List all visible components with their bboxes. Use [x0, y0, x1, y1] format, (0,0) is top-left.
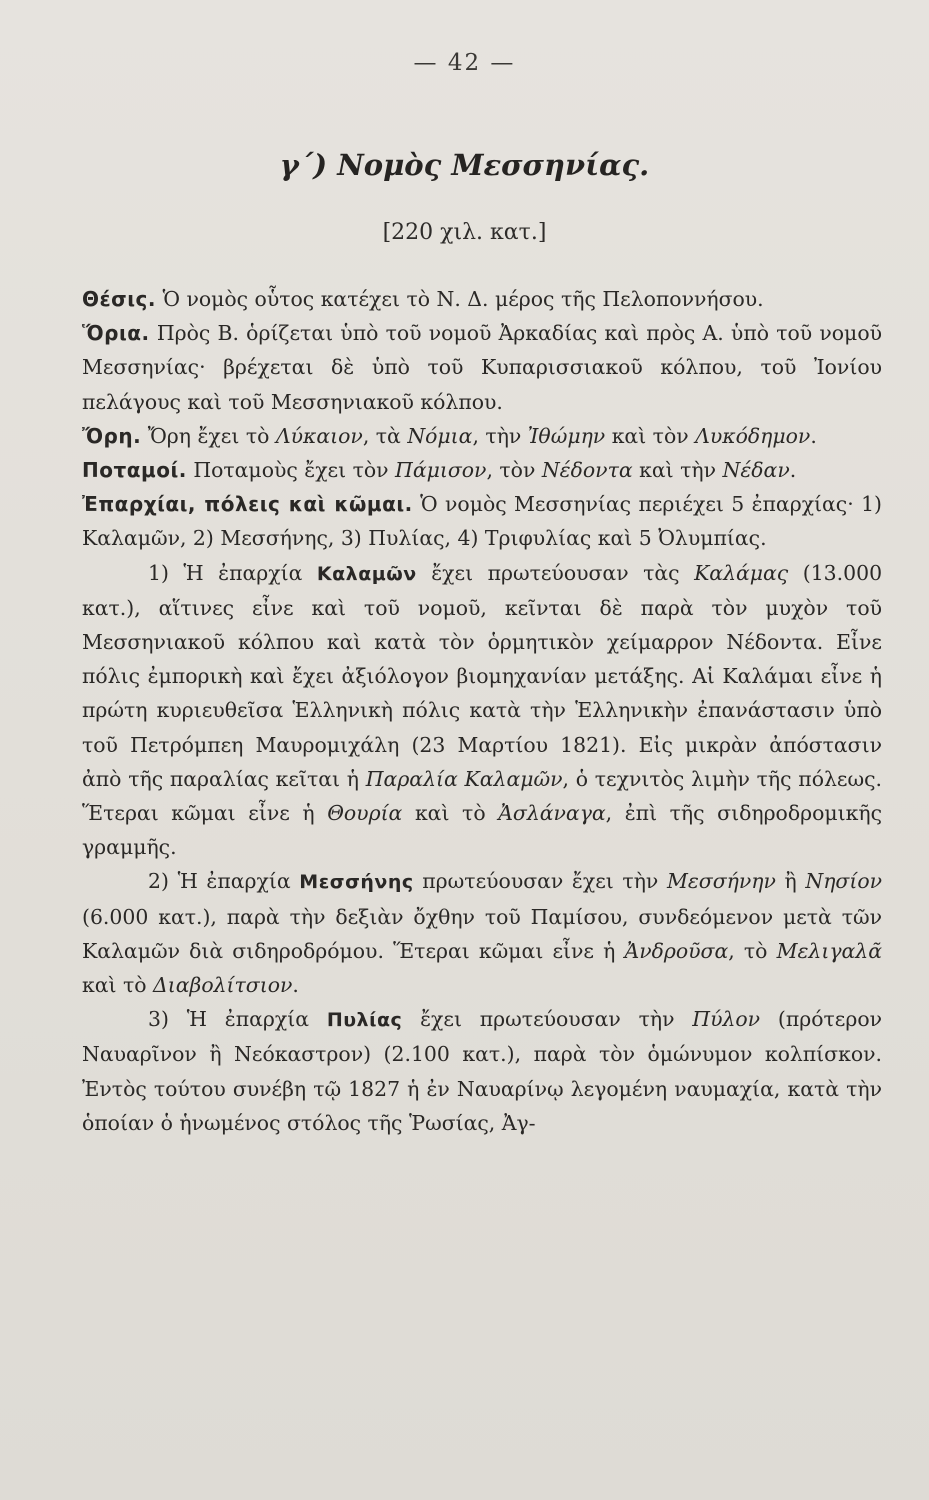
term-potamoi: Ποταμοί. [82, 458, 187, 483]
text-eparchiai: Ὁ νομὸς Μεσσηνίας περιέχει 5 ἐπαρχίας· 1) Καλαμῶν, 2) Μεσσήνης, 3) Πυλίας, 4) Τριφυλίας καὶ 5 Ὀλυμπίας. [82, 492, 883, 551]
text-p1-1: 1) Ἡ ἐπαρχία [148, 560, 303, 585]
text-p2-3: ἢ [784, 869, 797, 894]
text-p2-2: πρωτεύουσαν ἔχει τὴν [422, 869, 659, 894]
village-thouria: Θουρία [327, 801, 403, 826]
page-number: — 42 — [413, 50, 516, 76]
page-body [82, 282, 882, 1140]
text-p2-7: . [292, 973, 299, 998]
text-p3-2: ἔχει πρωτεύουσαν τὴν [420, 1007, 675, 1032]
village-aslanaga: Ἀσλάναγα [498, 801, 606, 826]
town-messini: Μεσσήνην [666, 869, 776, 894]
text-potamoi-3: καὶ τὴν [639, 458, 717, 483]
text-p3-3: (πρότερον Ναυαρῖνον ἢ Νεόκαστρον) (2.100 κατ.), παρὰ τὸν ὁμώνυμον κολπίσκον. Ἐντὸς τούτου συνέβη τῷ 1827 ἡ ἐν Ναυαρίνῳ λεγομένη ναυμαχία, κατὰ τὴν ὁποίαν ὁ ἡνωμένος στόλος τῆς Ῥωσίας, Ἀγ- [82, 1007, 883, 1135]
text-theseis: Ὁ νομὸς οὗτος κατέχει τὸ Ν. Δ. μέρος τῆς Πελοποννήσου. [162, 287, 764, 311]
text-oria: Πρὸς Β. ὁρίζεται ὑπὸ τοῦ νομοῦ Ἀρκαδίας καὶ πρὸς Α. ὑπὸ τοῦ νομοῦ Μεσσηνίας· βρέχεται δὲ ὑπὸ τοῦ Κυπαρισσιακοῦ κόλπου, τοῦ Ἰονίου πελάγους καὶ τοῦ Μεσσηνιακοῦ κόλπου. [82, 321, 882, 414]
term-oria: Ὅρια. [82, 321, 150, 346]
town-nision: Νησίον [805, 869, 883, 894]
text-p1-5: καὶ τὸ [414, 801, 486, 826]
text-p2-5: , τὸ [728, 938, 768, 963]
paragraph-ori [82, 419, 882, 453]
town-kalamai: Καλάμας [694, 560, 789, 585]
paragraph-theseis [82, 282, 882, 316]
term-ori: Ὄρη. [82, 423, 142, 448]
text-p2-4: (6.000 κατ.), παρὰ τὴν δεξιὰν ὄχθην τοῦ Παμίσου, συνδεόμενον μετὰ τῶν Καλαμῶν διὰ σιδηροδρόμου. Ἕτεραι κῶμαι εἶνε ἡ [82, 904, 882, 963]
text-ori-1: Ὄρη ἔχει τὸ [147, 423, 270, 448]
paragraph-messinis [82, 864, 882, 1002]
village-diavolitsion: Διαβολίτσιον [153, 973, 293, 998]
village-meligala: Μελιγαλᾶ [776, 938, 882, 963]
province-pylias: Πυλίας [326, 1009, 403, 1032]
text-p1-4: , ὁ τεχνιτὸς λιμὴν τῆς πόλεως. Ἕτεραι κῶμαι εἶνε ἡ [82, 766, 882, 826]
town-paralia-kalamon: Παραλία Καλαμῶν [365, 766, 563, 791]
river-neda: Νέδαν [722, 458, 790, 483]
village-androusa: Ἀνδροῦσα [624, 938, 729, 963]
mountain-lykodimos: Λυκόδημον [695, 423, 811, 448]
province-kalamon: Καλαμῶν [316, 562, 417, 585]
text-p3-1: 3) Ἡ ἐπαρχία [148, 1007, 309, 1032]
province-messinis: Μεσσήνης [299, 871, 414, 894]
section-heading: γ΄) Νομὸς Μεσσηνίας. [279, 148, 650, 182]
town-pylos: Πύλον [692, 1007, 761, 1032]
text-ori-5: . [810, 423, 817, 448]
paragraph-pylias [82, 1002, 882, 1140]
river-nedon: Νέδοντα [541, 458, 633, 483]
paragraph-oria [82, 316, 882, 419]
text-ori-2: , τὰ [362, 423, 401, 448]
mountain-nomia: Νόμια [407, 423, 473, 448]
text-p2-6: καὶ τὸ [82, 973, 147, 998]
mountain-lykaion: Λύκαιον [275, 423, 363, 448]
term-eparchiai: Ἐπαρχίαι, πόλεις καὶ κῶμαι. [82, 492, 413, 517]
term-theseis: Θέσις. [82, 287, 156, 311]
paragraph-kalamon [82, 556, 882, 865]
text-potamoi-4: . [789, 458, 797, 483]
text-p1-2: ἔχει πρωτεύουσαν τὰς [431, 560, 680, 585]
paragraph-eparchiai [82, 487, 882, 555]
area-note: [220 χιλ. κατ.] [382, 220, 547, 245]
text-potamoi-1: Ποταμοὺς ἔχει τὸν [193, 458, 389, 483]
text-potamoi-2: , τὸν [486, 458, 536, 483]
text-p1-6: , ἐπὶ τῆς σιδηροδρομικῆς γραμμῆς. [82, 801, 882, 860]
text-ori-3: , τὴν [472, 423, 522, 448]
text-p2-1: 2) Ἡ ἐπαρχία [148, 869, 291, 894]
mountain-ithomi: Ἰθώμην [527, 423, 606, 448]
text-ori-4: καὶ τὸν [611, 423, 689, 448]
paragraph-potamoi [82, 453, 882, 487]
river-pamisos: Πάμισον [395, 458, 487, 483]
text-p1-3: (13.000 κατ.), αἵτινες εἶνε καὶ τοῦ νομοῦ, κεῖνται δὲ παρὰ τὸν μυχὸν τοῦ Μεσσηνιακοῦ κόλπου καὶ κατὰ τὸν ὁρμητικὸν χείμαρρον Νέδοντα. Εἶνε πόλις ἐμπορικὴ καὶ ἔχει ἀξιόλογον βιομηχανίαν μετάξης. Αἱ Καλάμαι εἶνε ἡ πρώτη κυριευθεῖσα Ἑλληνικὴ πόλις κατὰ τὴν Ἑλληνικὴν ἐπανάστασιν ὑπὸ τοῦ Πετρόμπεη Μαυρομιχάλη (23 Μαρτίου 1821). Εἰς μικρὰν ἀπόστασιν ἀπὸ τῆς παραλίας κεῖται ἡ [82, 560, 883, 791]
